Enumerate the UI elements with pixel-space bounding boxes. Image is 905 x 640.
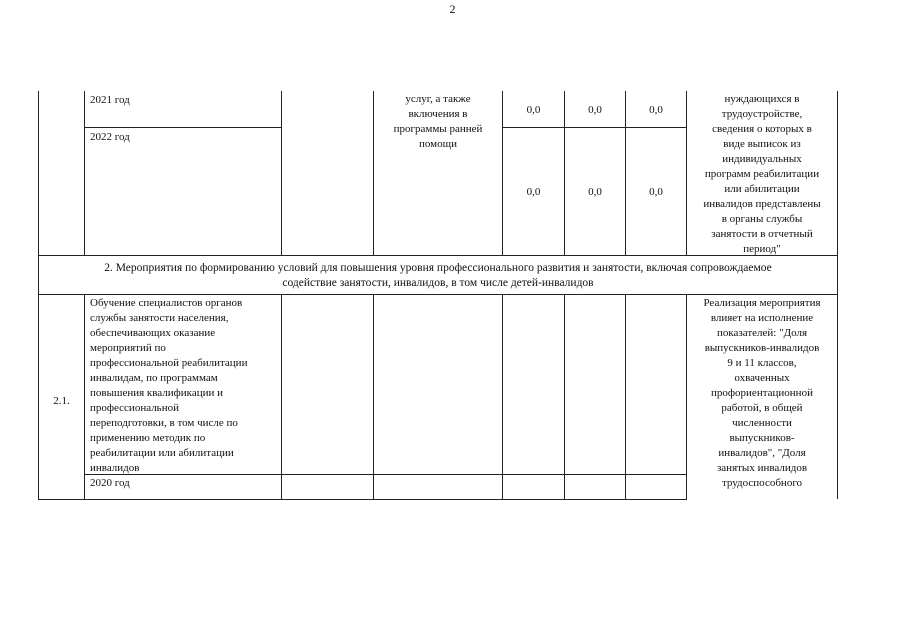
mid-column-text: услуг, а также включения в программы ранней помощи [393, 93, 483, 150]
table-border [837, 255, 838, 295]
table-border [837, 294, 838, 499]
table-border [502, 294, 503, 500]
table-border [281, 294, 282, 500]
indicator-text-bottom: Реализация мероприятия влияет на исполнение показателей: "Доля выпускников-инвалидов 9 и 11 классов, охваченных профориентационной работой, в общей численности выпускников- инвалидов", "Доля занятых инвалидов трудоспособного [703, 297, 821, 489]
table-border [373, 294, 374, 500]
item-number: 2.1. [53, 395, 70, 407]
year-2022-value-2: 0,0 [588, 186, 602, 198]
table-border [837, 91, 838, 255]
year-2022-value-1: 0,0 [526, 186, 541, 198]
table-border [38, 499, 686, 500]
year-2021-label: 2021 год [90, 94, 130, 106]
year-2021-value-1: 0,0 [526, 104, 541, 116]
table-border [564, 294, 565, 500]
year-2020-label: 2020 год [90, 477, 130, 489]
table-border [281, 91, 282, 255]
table-border [84, 91, 85, 255]
year-2022-label: 2022 год [90, 131, 130, 143]
item-description: Обучение специалистов органов службы занятости населения, обеспечивающих оказание мероприятий по профессиональной реабилитации инвалидам, по программам повышения квалификации и профессиональной переподготовки, в том числе по применению методик по реабилитации или абилитации инвалидов [90, 297, 248, 474]
table-border [38, 91, 39, 255]
table-border [38, 294, 838, 295]
section-header: 2. Мероприятия по формированию условий для повышения уровня профессионального развития и занятости, включая сопровождаемое содействие занятости, инвалидов, в том числе детей-инвалидов [104, 262, 772, 289]
table-border [38, 255, 39, 295]
table-border [84, 294, 85, 500]
year-2021-value-3: 0,0 [649, 104, 663, 116]
table-border [502, 127, 686, 128]
year-2022-value-3: 0,0 [649, 186, 663, 198]
page-number: 2 [449, 2, 456, 16]
indicator-text-top: нуждающихся в трудоустройстве, сведения о которых в виде выписок из индивидуальных программ реабилитации или абилитации инвалидов представлены в органы службы занятости в отчетный период" [703, 93, 821, 255]
year-2021-value-2: 0,0 [588, 104, 602, 116]
table-border [625, 294, 626, 500]
table-border [84, 127, 281, 128]
